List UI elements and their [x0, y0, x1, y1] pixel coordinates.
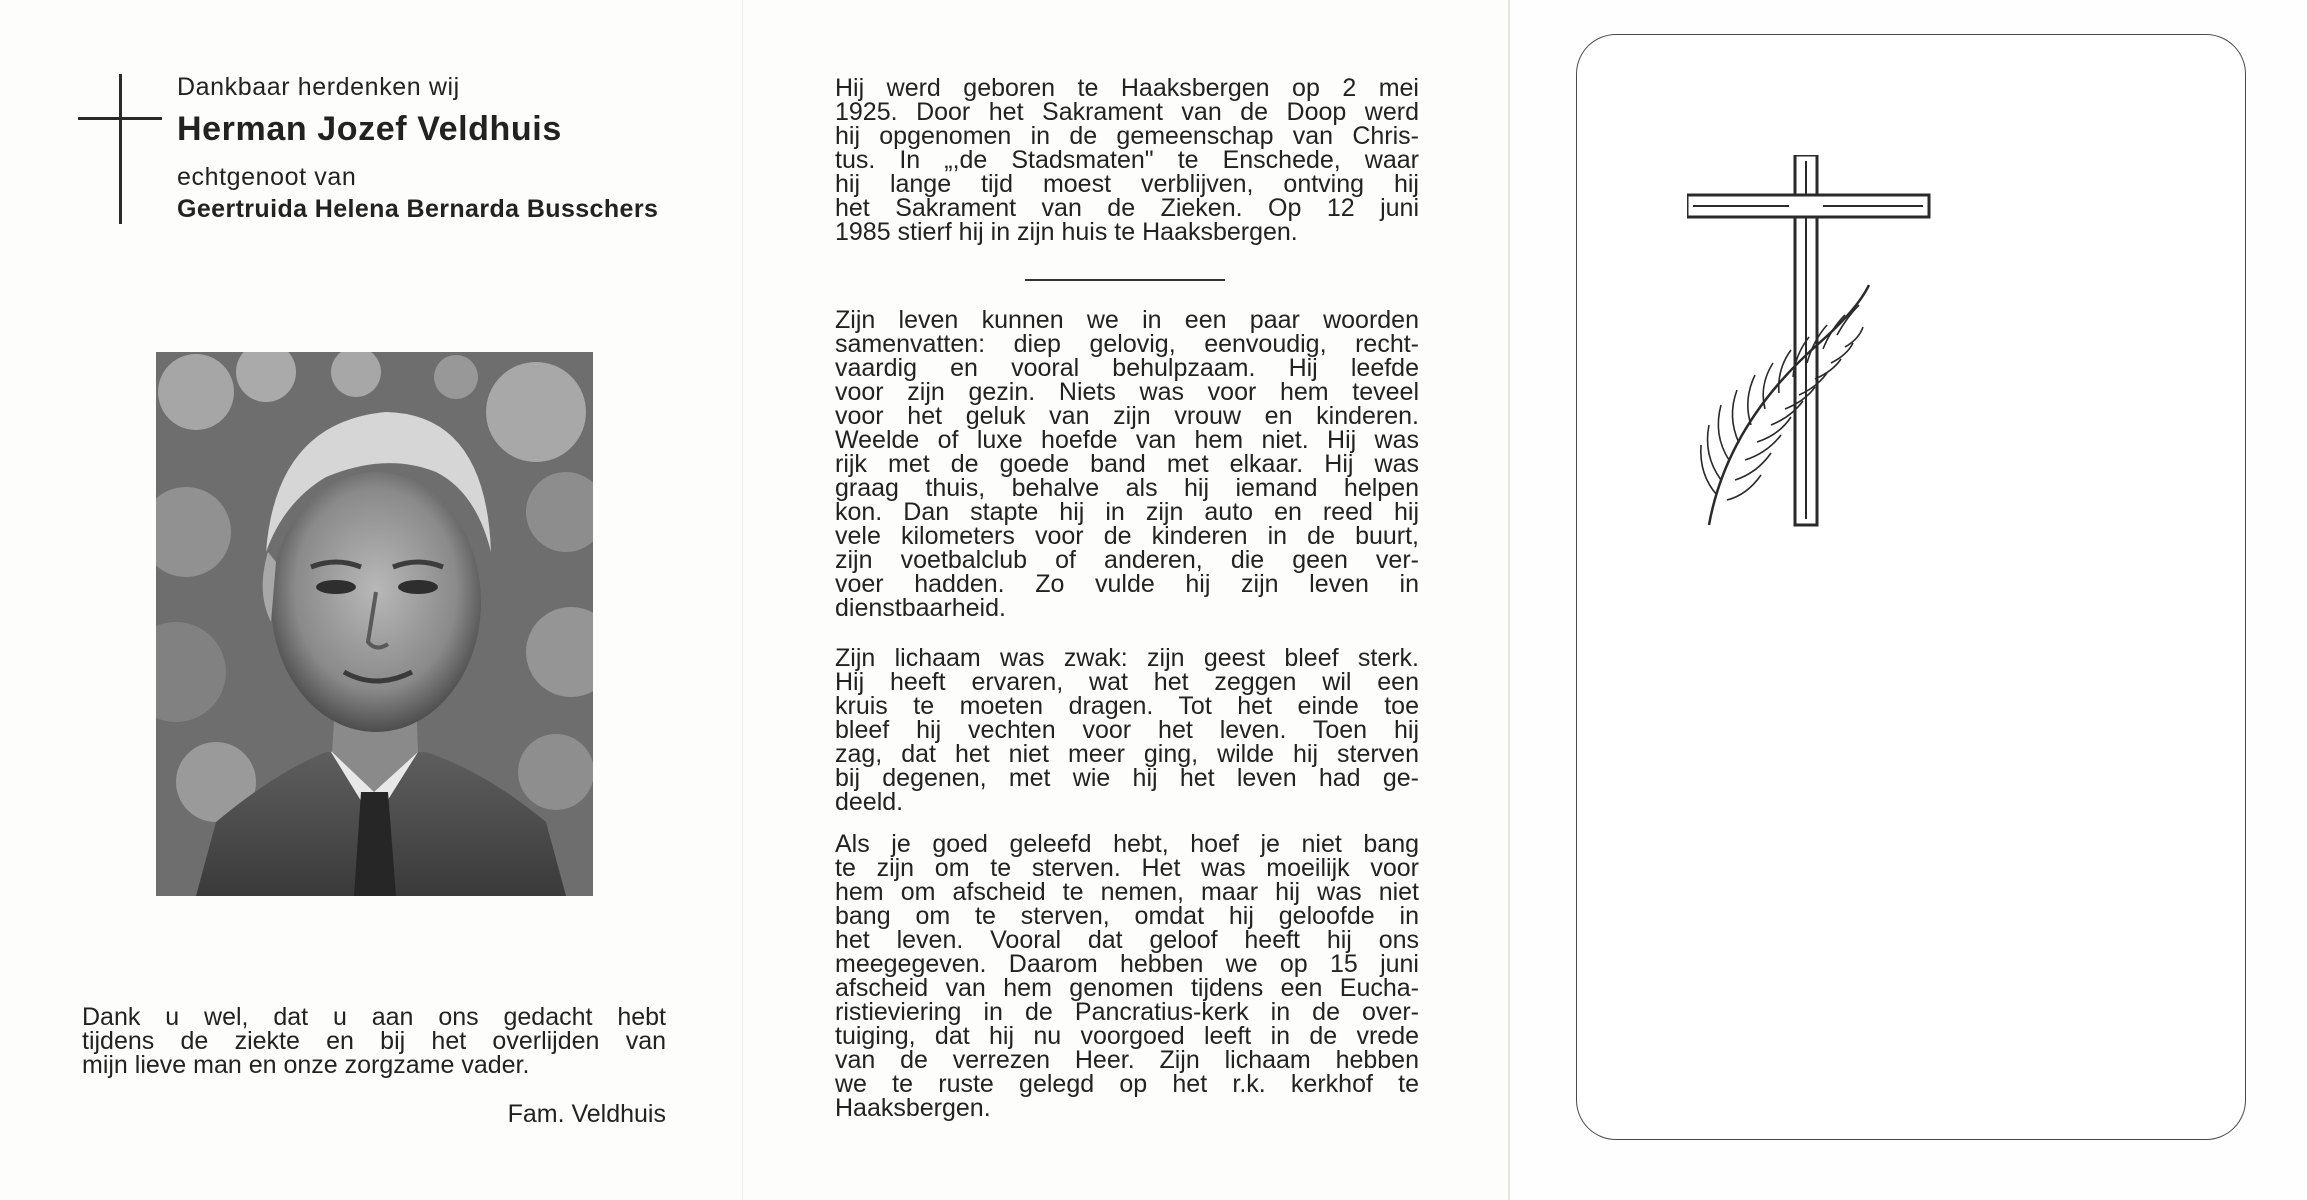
- deceased-name: Herman Jozef Veldhuis: [177, 110, 562, 148]
- cross-with-palm-icon: [1687, 155, 1947, 540]
- biography-paragraph: [835, 76, 1419, 244]
- text-line: Als je goed geleefd hebt, hoef je niet bang: [835, 830, 1419, 858]
- portrait-photo: [156, 352, 593, 896]
- thank-you-line: tijdens de ziekte en bij het overlijden van: [82, 1027, 666, 1055]
- farewell-paragraph: [835, 832, 1419, 1120]
- memorial-card-front: [1576, 34, 2246, 1140]
- life-paragraph: [835, 308, 1419, 620]
- left-panel: [0, 0, 742, 1200]
- thank-you-line: Dank u wel, dat u aan ons gedacht hebt: [82, 1003, 666, 1031]
- text-line: zijn voetbalclub of anderen, die geen ver-: [835, 546, 1419, 574]
- text-line: afscheid van hem genomen tijdens een Eucha-: [835, 974, 1419, 1002]
- text-line: vaardig en vooral behulpzaam. Hij leefde: [835, 354, 1419, 382]
- text-line: Haaksbergen.: [835, 1094, 991, 1122]
- thank-you-text: [82, 1005, 666, 1077]
- text-line: dienstbaarheid.: [835, 594, 1006, 622]
- text-line: Hij werd geboren te Haaksbergen op 2 mei: [835, 74, 1419, 102]
- text-line: bang om te sterven, omdat hij geloofde in: [835, 902, 1419, 930]
- text-line: zag, dat het niet meer ging, wilde hij sterven: [835, 740, 1419, 768]
- intro-text: Dankbaar herdenken wij: [177, 73, 460, 101]
- text-line: meegegeven. Daarom hebben we op 15 juni: [835, 950, 1419, 978]
- relation-text: echtgenoot van: [177, 163, 357, 191]
- text-line: tuiging, dat hij nu voorgoed leeft in de vrede: [835, 1022, 1419, 1050]
- text-line: 1925. Door het Sakrament van de Doop werd: [835, 98, 1419, 126]
- text-line: hij opgenomen in de gemeenschap van Chris-: [835, 122, 1419, 150]
- text-line: hij lange tijd moest verblijven, ontving hij: [835, 170, 1419, 198]
- text-line: voor zijn gezin. Niets was voor hem teveel: [835, 378, 1419, 406]
- thank-you-line: mijn lieve man en onze zorgzame vader.: [82, 1051, 530, 1079]
- middle-panel: [742, 0, 1509, 1200]
- text-line: het leven. Vooral dat geloof heeft hij ons: [835, 926, 1419, 954]
- text-line: samenvatten: diep gelovig, eenvoudig, recht-: [835, 330, 1419, 358]
- text-line: te zijn om te sterven. Het was moeilijk voor: [835, 854, 1419, 882]
- text-line: hem om afscheid te nemen, maar hij was niet: [835, 878, 1419, 906]
- text-line: voor het geluk van zijn vrouw en kinderen.: [835, 402, 1419, 430]
- text-line: rijk met de goede band met elkaar. Hij was: [835, 450, 1419, 478]
- text-line: tus. In „,de Stadsmaten" te Enschede, waar: [835, 146, 1419, 174]
- text-line: bleef hij vechten voor het leven. Toen hij: [835, 716, 1419, 744]
- text-line: kon. Dan stapte hij in zijn auto en reed hij: [835, 498, 1419, 526]
- text-line: vele kilometers voor de kinderen in de buurt,: [835, 522, 1419, 550]
- text-line: Zijn leven kunnen we in een paar woorden: [835, 306, 1419, 334]
- text-line: graag thuis, behalve als hij iemand helpen: [835, 474, 1419, 502]
- text-line: van de verrezen Heer. Zijn lichaam hebben: [835, 1046, 1419, 1074]
- text-line: Hij heeft ervaren, wat het zeggen wil een: [835, 668, 1419, 696]
- text-line: kruis te moeten dragen. Tot het einde toe: [835, 692, 1419, 720]
- text-line: deeld.: [835, 788, 904, 816]
- illness-paragraph: [835, 646, 1419, 814]
- text-line: we te ruste gelegd op het r.k. kerkhof te: [835, 1070, 1419, 1098]
- text-line: het Sakrament van de Zieken. Op 12 juni: [835, 194, 1419, 222]
- signature: Fam. Veldhuis: [507, 1100, 666, 1128]
- text-line: voer hadden. Zo vulde hij zijn leven in: [835, 570, 1419, 598]
- divider-line: [1025, 279, 1225, 281]
- text-line: Weelde of luxe hoefde van hem niet. Hij was: [835, 426, 1419, 454]
- text-line: 1985 stierf hij in zijn huis te Haaksbergen.: [835, 218, 1298, 246]
- spouse-name: Geertruida Helena Bernarda Busschers: [177, 195, 659, 223]
- text-line: Zijn lichaam was zwak: zijn geest bleef sterk.: [835, 644, 1419, 672]
- text-line: ristieviering in de Pancratius-kerk in de over-: [835, 998, 1419, 1026]
- text-line: bij degenen, met wie hij het leven had ge-: [835, 764, 1419, 792]
- right-panel: [1508, 0, 2307, 1200]
